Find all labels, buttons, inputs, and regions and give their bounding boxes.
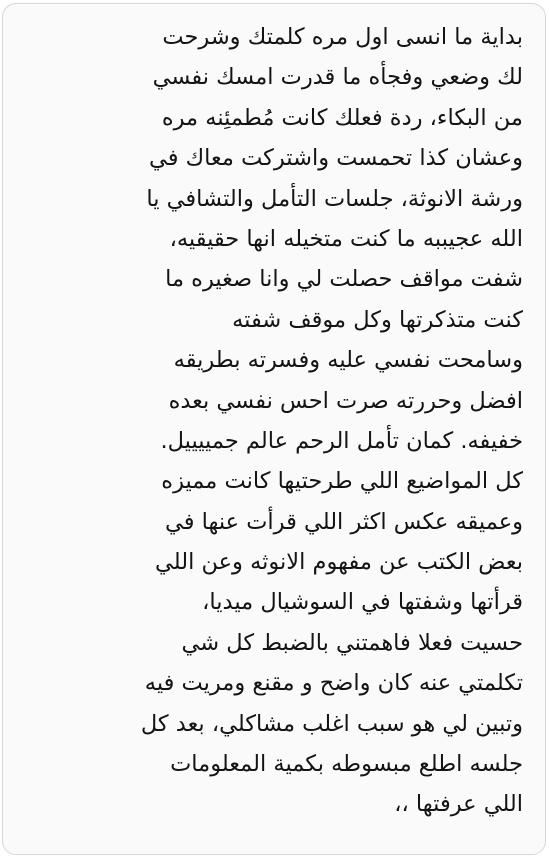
message-line: وتبين لي هو سبب اغلب مشاكلي، بعد كل [140,710,523,737]
message-line: جلسه اطلع مبسوطه بكمية المعلومات [170,751,523,778]
message-line: وسامحت نفسي عليه وفسرته بطريقه [173,347,523,374]
message-line: حسيت فعلا فاهمتني بالضبط كل شي [181,629,523,656]
message-line: من البكاء، ردة فعلك كانت مُطمئِنه مره [161,104,523,131]
message-line: لك وضعي وفجأه ما قدرت امسك نفسي [152,64,523,91]
message-line: تكلمتي عنه كان واضح و مقنع ومريت فيه [144,670,523,697]
message-line: بداية ما انسى اول مره كلمتك وشرحت [162,24,523,50]
message-line: ورشة الانوثة، جلسات التأمل والتشافي يا [146,185,523,212]
message-line: قرأتها وشفتها في السوشيال ميديا، [202,589,523,616]
message-line: وعميقه عكس اكثر اللي قرأت عنها في [164,508,523,535]
message-line: وعشان كذا تحمست واشتركت معاك في [148,145,523,172]
message-line: افضل وحررته صرت احس نفسي بعده [168,387,523,414]
message-text [13,17,523,825]
message-line: الله عجيببه ما كنت متخيله انها حقيقيه، [169,225,523,252]
message-bubble [2,3,546,855]
message-line: خفيفه. كمان تأمل الرحم عالم جمييييل. [160,427,523,454]
message-line: كنت متذكرتها وكل موقف شفته [232,306,523,333]
message-line: شفت مواقف حصلت لي وانا صغيره ما [165,266,523,293]
message-line: كل المواضيع اللي طرحتيها كانت مميزه [161,468,523,495]
message-line: بعض الكتب عن مفهوم الانوثه وعن اللي [155,549,523,576]
message-line: اللي عرفتها ،، [394,791,523,818]
